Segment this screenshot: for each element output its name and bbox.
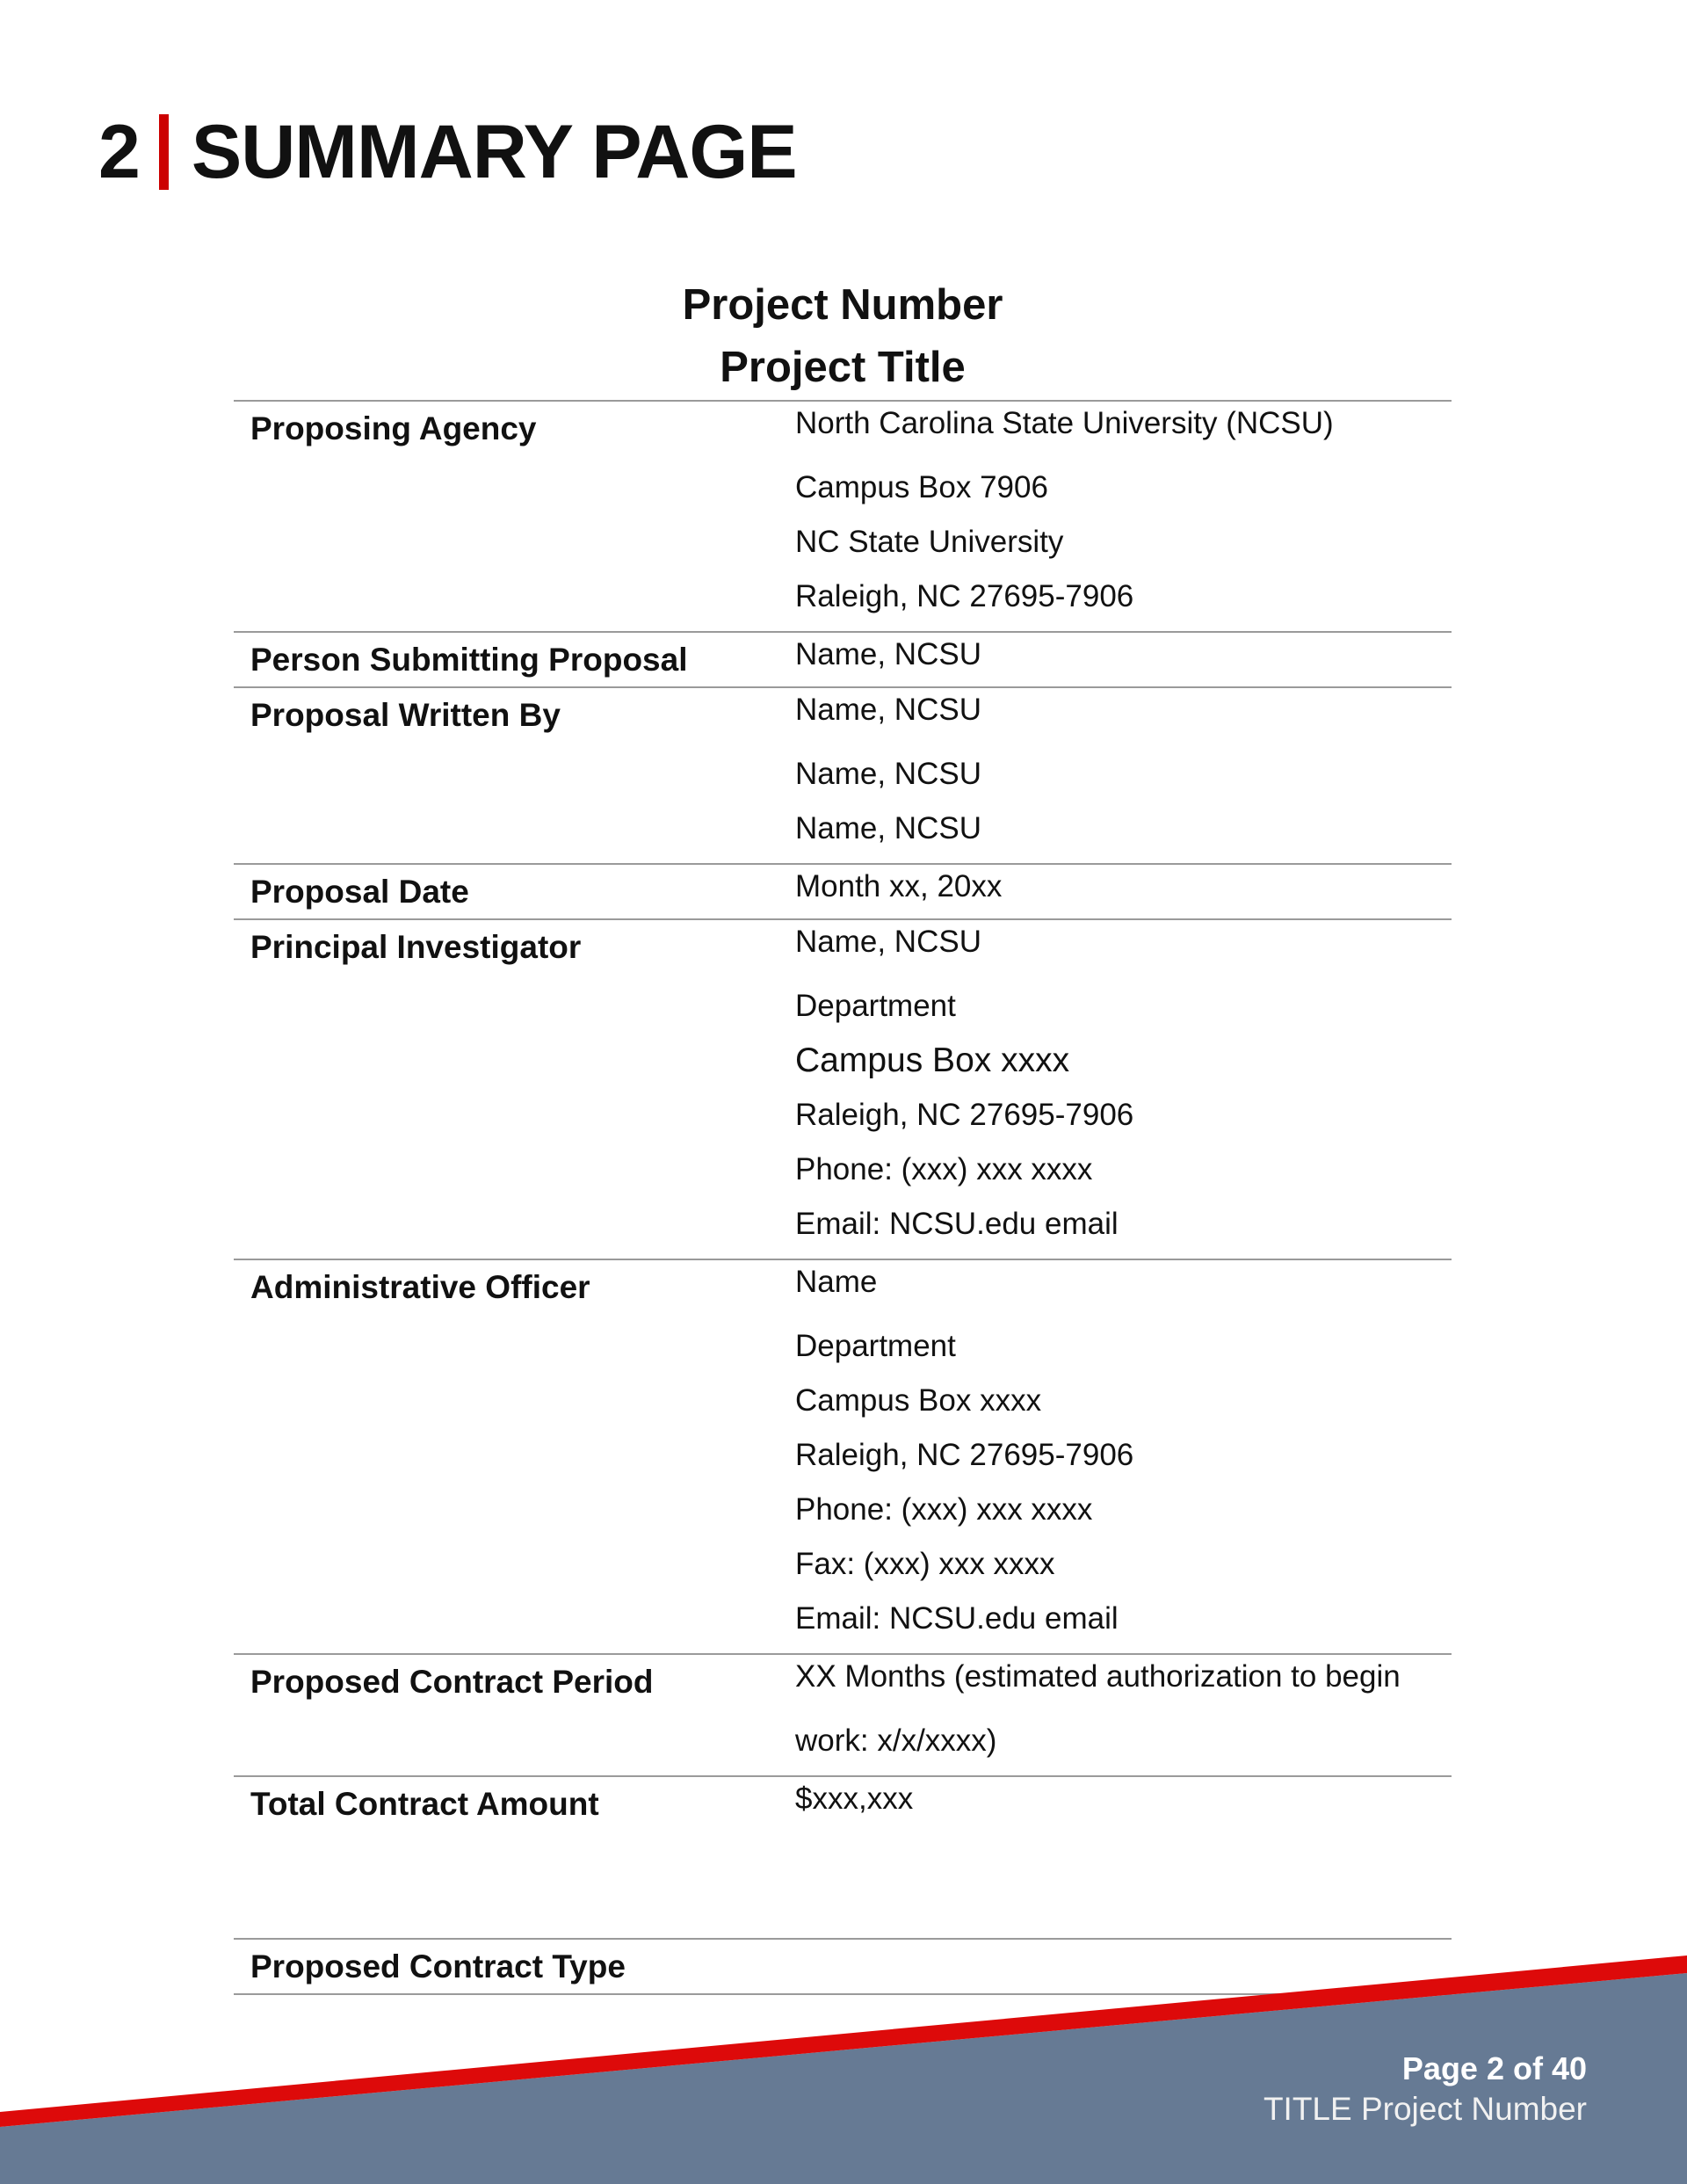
value-line: Campus Box 7906 [795,470,1048,504]
value-line: Name, NCSU [795,693,981,727]
section-heading [98,104,797,200]
value-line: Department [795,1329,956,1363]
row-proposing-agency [234,400,1452,631]
row-administrative-officer [234,1259,1452,1653]
project-title-block [234,274,1452,399]
value-line: Raleigh, NC 27695-7906 [795,1098,1134,1132]
value-line: Email: NCSU.edu email [795,1601,1119,1636]
row-label: Proposed Contract Period [250,1664,654,1700]
page-footer [0,1955,1687,2184]
row-label: Principal Investigator [250,929,582,965]
value-line: Name, NCSU [795,925,981,959]
row-proposal-date [234,863,1452,918]
footer-text [1263,2049,1587,2130]
value-line: Phone: (xxx) xxx xxxx [795,1152,1093,1186]
row-proposal-written-by [234,686,1452,863]
summary-table [234,400,1452,1995]
value-line: work: x/x/xxxx) [795,1723,997,1758]
value-line: Name, NCSU [795,757,981,791]
value-line: Raleigh, NC 27695-7906 [795,1438,1134,1472]
row-values [795,1265,1452,1646]
value-line: Department [795,989,956,1023]
row-label: Administrative Officer [250,1269,590,1305]
value-line: Name [795,1265,878,1299]
value-line: NC State University [795,525,1064,559]
row-label: Proposal Date [250,874,469,910]
value-line: Phone: (xxx) xxx xxxx [795,1492,1093,1527]
row-person-submitting-proposal [234,631,1452,686]
page-number: Page 2 of 40 [1401,2050,1587,2086]
row-values [795,406,1452,624]
row-values [795,1659,1452,1768]
row-proposed-contract-period [234,1653,1452,1775]
row-label: Proposed Contract Type [250,1948,626,1984]
value-line: Month xx, 20xx [795,869,1003,903]
row-label: Total Contract Amount [250,1786,599,1822]
value-line: Name, NCSU [795,637,981,671]
row-values [795,637,1452,679]
row-principal-investigator [234,918,1452,1259]
value-line: $xxx,xxx [795,1781,914,1816]
value-line: Email: NCSU.edu email [795,1207,1119,1241]
footer-doc-title: TITLE Project Number [1263,2091,1587,2127]
value-line: Raleigh, NC 27695-7906 [795,579,1134,613]
row-label: Proposing Agency [250,410,537,446]
row-label: Proposal Written By [250,697,561,733]
value-line: Fax: (xxx) xxx xxxx [795,1547,1055,1581]
row-total-contract-amount [234,1775,1452,1938]
row-label: Person Submitting Proposal [250,642,688,678]
section-number: 2 [98,110,140,194]
project-number-heading: Project Number [682,281,1003,329]
row-values [795,1781,1452,1931]
value-line: Campus Box xxxx [795,1041,1070,1079]
value-line: XX Months (estimated authorization to begin [795,1659,1401,1694]
row-values [795,869,1452,911]
heading-separator-bar [159,114,169,190]
section-title: SUMMARY PAGE [191,110,797,194]
value-line: Name, NCSU [795,811,981,845]
project-title-heading: Project Title [720,344,966,391]
value-line: Campus Box xxxx [795,1383,1042,1418]
row-values [795,925,1452,1252]
value-line: North Carolina State University (NCSU) [795,406,1334,440]
row-values [795,693,1452,856]
